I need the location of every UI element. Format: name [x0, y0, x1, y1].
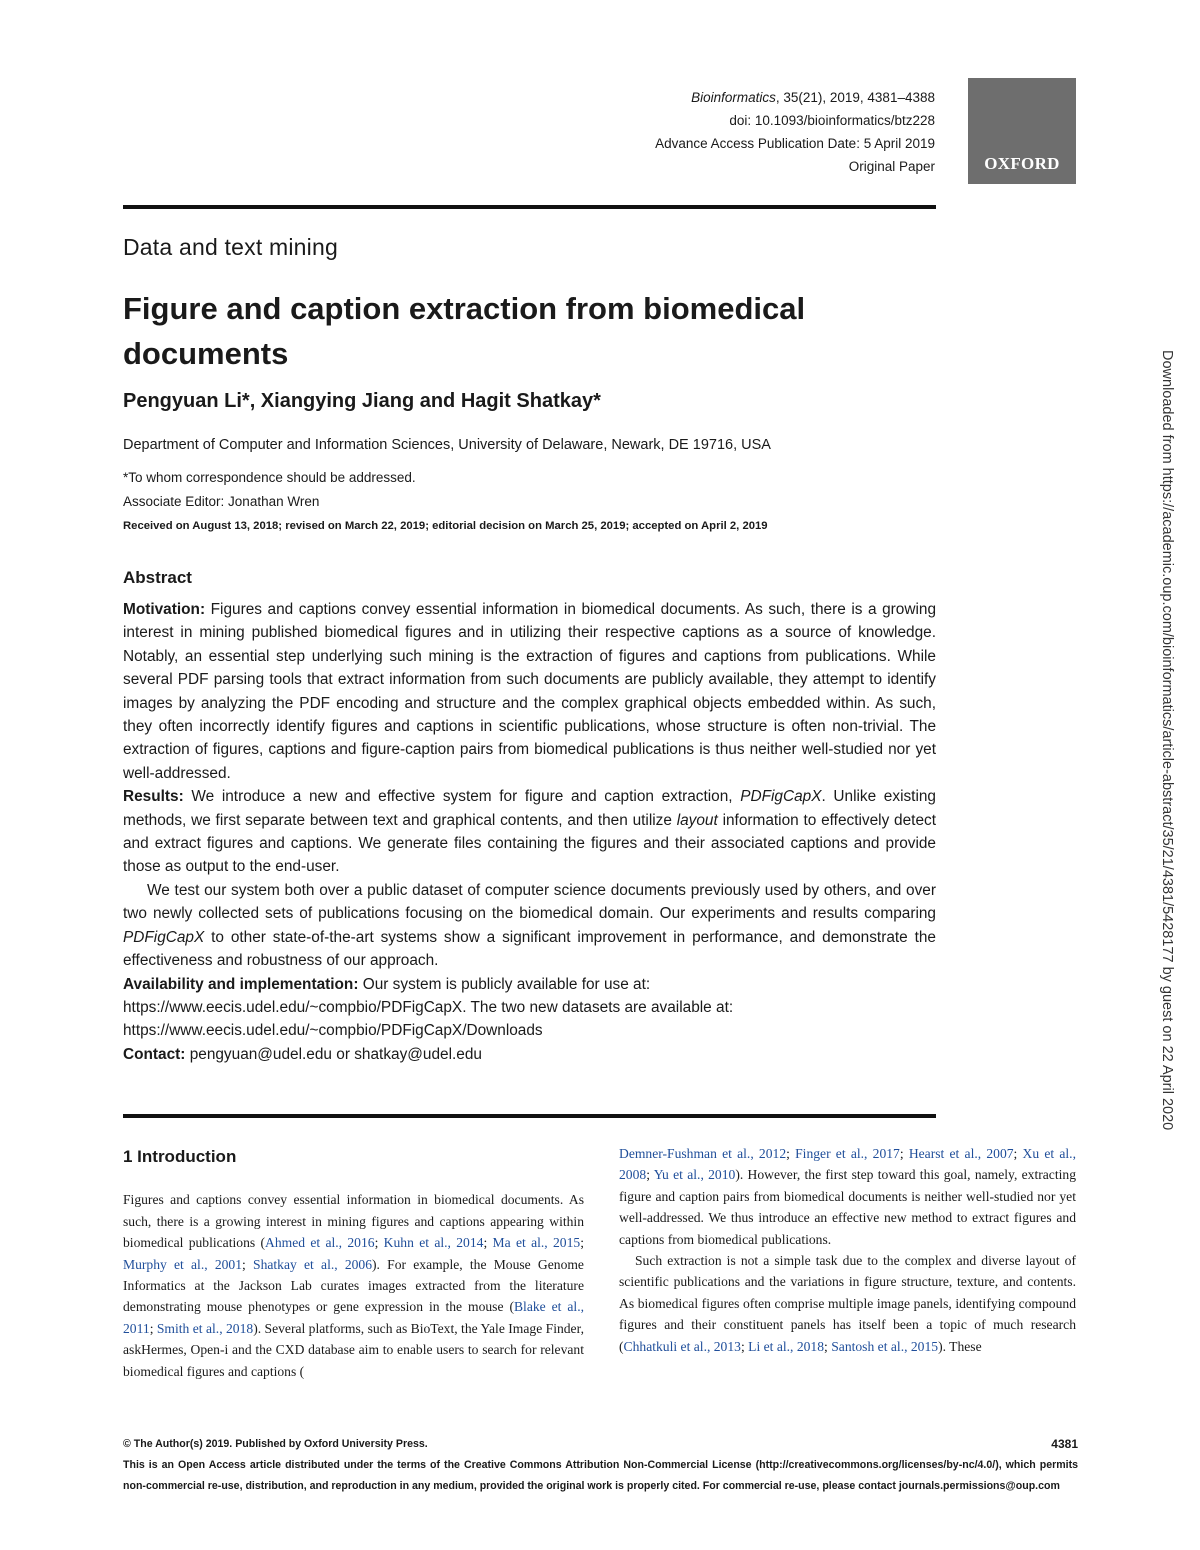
citation-link[interactable]: Murphy et al., 2001: [123, 1256, 243, 1272]
citation-link[interactable]: Santosh et al., 2015: [831, 1338, 939, 1354]
journal-citation: Bioinformatics, 35(21), 2019, 4381–4388: [691, 90, 935, 105]
footer-top-row: [123, 1434, 1078, 1455]
citation-link[interactable]: Li et al., 2018: [748, 1338, 825, 1354]
license-text: This is an Open Access article distributed under the terms of the Creative Commons Attribution Non-Commercial License (http://creativecommons.org/licenses/by-nc/4.0/), which permits non-commercial re-use, distribution, and reproduction in any medium, provided the original work is properly cited. For commercial re-use, please contact journals.permissions@oup.com: [123, 1459, 1078, 1492]
availability-url[interactable]: https://www.eecis.udel.edu/~compbio/PDFigCapX: [123, 998, 463, 1016]
publication-date: Advance Access Publication Date: 5 April 2019: [655, 136, 935, 151]
intro-paragraph-1: Figures and captions convey essential information in biomedical documents. As such, there is a growing interest in mining figures and captions appearing within biomedical publications (Ahmed et al., 2016; Kuhn et al., 2014; Ma et al., 2015; Murphy et al., 2001; Shatkay et al., 2006). For example, the Mouse Genome Informatics at the Jackson Lab curates images extracted from the literature demonstrating mouse phenotypes or gene expression in the mouse (Blake et al., 2011; Smith et al., 2018). Several platforms, such as BioText, the Yale Image Finder, askHermes, Open-i and the CXD database aim to enable users to search for relevant biomedical figures and captions (: [123, 1192, 584, 1379]
authors: Pengyuan Li*, Xiangying Jiang and Hagit Shatkay*: [123, 390, 601, 412]
abstract-body: [123, 598, 936, 1066]
abstract-contact: Contact: pengyuan@udel.edu or shatkay@udel.edu: [123, 1045, 482, 1063]
oxford-logo: OXFORD: [968, 78, 1076, 184]
journal-header: [655, 86, 935, 178]
intro-left-column: [123, 1140, 584, 1382]
page-number: 4381: [1051, 1437, 1078, 1451]
abstract-motivation: Motivation: Figures and captions convey essential information in biomedical documents. As such, there is a growing interest in mining published biomedical figures and in utilizing their respective captions as a source of knowledge. Notably, an essential step underlying such mining is the extraction of figures and captions from publications. While several PDF parsing tools that extract information from such documents are publicly available, they attempt to identify images by analyzing the PDF encoding and structure and the complex graphical objects embedded within. As such, they often incorrectly identify figures and captions in scientific publications, whose structure is often non-trivial. The extraction of figures, captions and figure-caption pairs from biomedical publications is thus neither well-studied nor yet well-addressed.: [123, 601, 936, 782]
received-dates: Received on August 13, 2018; revised on March 22, 2019; editorial decision on March 25, 2019; accepted on April 2, 2019: [123, 520, 768, 532]
citation-link[interactable]: Demner-Fushman et al., 2012: [619, 1146, 787, 1161]
abstract-heading: Abstract: [123, 568, 192, 587]
citation-link[interactable]: Hearst et al., 2007: [908, 1146, 1014, 1161]
journal-name: Bioinformatics: [691, 90, 776, 105]
citation-link[interactable]: Yu et al., 2010: [653, 1167, 736, 1183]
doi[interactable]: doi: 10.1093/bioinformatics/btz228: [729, 113, 935, 128]
download-watermark: Downloaded from https://academic.oup.com/bioinformatics/article-abstract/35/21/4381/5428177 by guest on 22 April 2020: [1159, 350, 1175, 1131]
datasets-url[interactable]: https://www.eecis.udel.edu/~compbio/PDFigCapX/Downloads: [123, 1022, 543, 1040]
contact-emails[interactable]: pengyuan@udel.edu or shatkay@udel.edu: [185, 1045, 482, 1063]
paper-title: Figure and caption extraction from biomedical documents: [123, 291, 806, 371]
citation-link[interactable]: Chhatkuli et al., 2013: [623, 1338, 741, 1354]
citation-link[interactable]: Xu et al., 2008: [619, 1146, 1076, 1183]
intro-paragraph-2: Such extraction is not a simple task due to the complex and diverse layout of scientific publications and the variations in figure structure, texture, and contents. As biomedical figures often comprise multiple image panels, identifying compound figures and their constituent panels has itself been a topic of much research (Chhatkuli et al., 2013; Li et al., 2018; Santosh et al., 2015). These: [619, 1253, 1076, 1354]
section-heading-introduction: 1 Introduction: [123, 1147, 237, 1166]
citation-link[interactable]: Shatkay et al., 2006: [253, 1256, 373, 1272]
page-footer: [123, 1434, 1078, 1497]
header-rule: [123, 205, 936, 209]
abstract-rule: [123, 1114, 936, 1118]
citation-link[interactable]: Smith et al., 2018: [156, 1320, 254, 1336]
copyright: © The Author(s) 2019. Published by Oxford University Press.: [123, 1438, 428, 1450]
citation-link[interactable]: Ma et al., 2015: [492, 1235, 581, 1251]
article-type: Original Paper: [848, 159, 935, 174]
intro-paragraph-1-cont: Demner-Fushman et al., 2012; Finger et al., 2017; Hearst et al., 2007; Xu et al., 2008; Yu et al., 2010). However, the first step toward this goal, namely, extracting figure and caption pairs from biomedical documents is neither well-studied nor yet well-addressed. We thus introduce an effective new method to extract figures and captions from biomedical publications.: [619, 1146, 1076, 1247]
citation-link[interactable]: Blake et al., 2011: [123, 1299, 584, 1336]
associate-editor: Associate Editor: Jonathan Wren: [123, 494, 320, 509]
citation-link[interactable]: Finger et al., 2017: [795, 1146, 900, 1161]
citation-link[interactable]: Ahmed et al., 2016: [265, 1235, 375, 1251]
abstract-results-2: We test our system both over a public dataset of computer science documents previously used by others, and over two newly collected sets of publications focusing on the biomedical domain. Our experiments and results comparing PDFigCapX to other state-of-the-art systems show a significant improvement in performance, and demonstrate the effectiveness and robustness of our approach.: [123, 881, 936, 970]
intro-right-column: [619, 1143, 1076, 1357]
abstract-availability: Availability and implementation: Our system is publicly available for use at: https://www.eecis.udel.edu/~compbio/PDFigCapX. The two new datasets are available at: https://www.eecis.udel.edu/~compbio/PDFigCapX/Downloads: [123, 975, 734, 1040]
citation-link[interactable]: Kuhn et al., 2014: [383, 1235, 484, 1251]
section-label: Data and text mining: [123, 234, 338, 260]
affiliation: Department of Computer and Information Sciences, University of Delaware, Newark, DE 19716, USA: [123, 437, 771, 453]
correspondence-note: *To whom correspondence should be addressed.: [123, 470, 416, 485]
abstract-results: Results: We introduce a new and effective system for figure and caption extraction, PDFigCapX. Unlike existing methods, we first separate between text and graphical contents, and then utilize layout information to effectively detect and extract figures and captions. We generate files containing the figures and their associated captions and provide those as output to the end-user.: [123, 788, 936, 876]
